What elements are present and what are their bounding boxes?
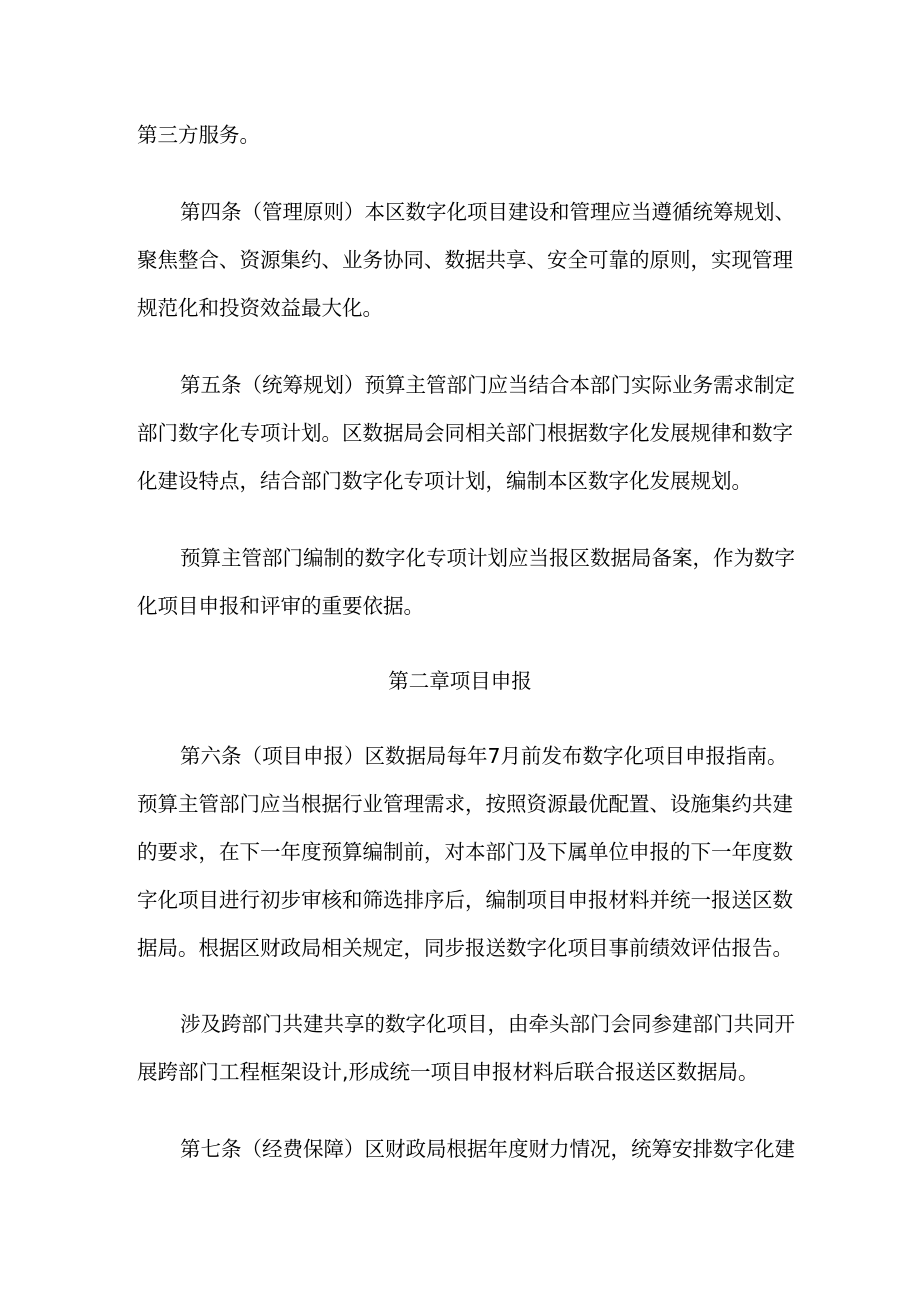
article-6-line: 字化项目进行初步审核和筛选排序后，编制项目申报材料并统一报送区数 bbox=[137, 888, 793, 912]
article-4-line: 规范化和投资效益最大化。 bbox=[137, 296, 383, 320]
paragraph-line: 第三方服务。 bbox=[137, 123, 260, 147]
article-6-line: 的要求，在下一年度预算编制前，对本部门及下属单位申报的下一年度数 bbox=[137, 840, 793, 864]
paragraph-line: 展跨部门工程框架设计,形成统一项目申报材料后联合报送区数据局。 bbox=[137, 1060, 759, 1084]
article-6-line: 第六条（项目申报）区数据局每年7月前发布数字化项目申报指南。 bbox=[180, 744, 788, 768]
article-5-line: 化建设特点，结合部门数字化专项计划，编制本区数字化发展规划。 bbox=[137, 469, 752, 493]
paragraph-line: 化项目申报和评审的重要依据。 bbox=[137, 594, 424, 618]
paragraph-line: 预算主管部门编制的数字化专项计划应当报区数据局备案，作为数字 bbox=[180, 546, 795, 570]
article-5-line: 部门数字化专项计划。区数据局会同相关部门根据数字化发展规律和数字 bbox=[137, 421, 793, 445]
chapter-heading: 第二章项目申报 bbox=[388, 669, 532, 693]
paragraph-line: 涉及跨部门共建共享的数字化项目，由牵头部门会同参建部门共同开 bbox=[180, 1012, 795, 1036]
article-5-line: 第五条（统筹规划）预算主管部门应当结合本部门实际业务需求制定 bbox=[180, 373, 795, 397]
article-4-line: 第四条（管理原则）本区数字化项目建设和管理应当遵循统筹规划、 bbox=[180, 200, 795, 224]
article-4-line: 聚焦整合、资源集约、业务协同、数据共享、安全可靠的原则，实现管理 bbox=[137, 248, 793, 272]
article-7-line: 第七条（经费保障）区财政局根据年度财力情况，统筹安排数字化建 bbox=[180, 1137, 795, 1161]
article-6-line: 据局。根据区财政局相关规定，同步报送数字化项目事前绩效评估报告。 bbox=[137, 936, 793, 960]
article-6-line: 预算主管部门应当根据行业管理需求，按照资源最优配置、设施集约共建 bbox=[137, 792, 793, 816]
